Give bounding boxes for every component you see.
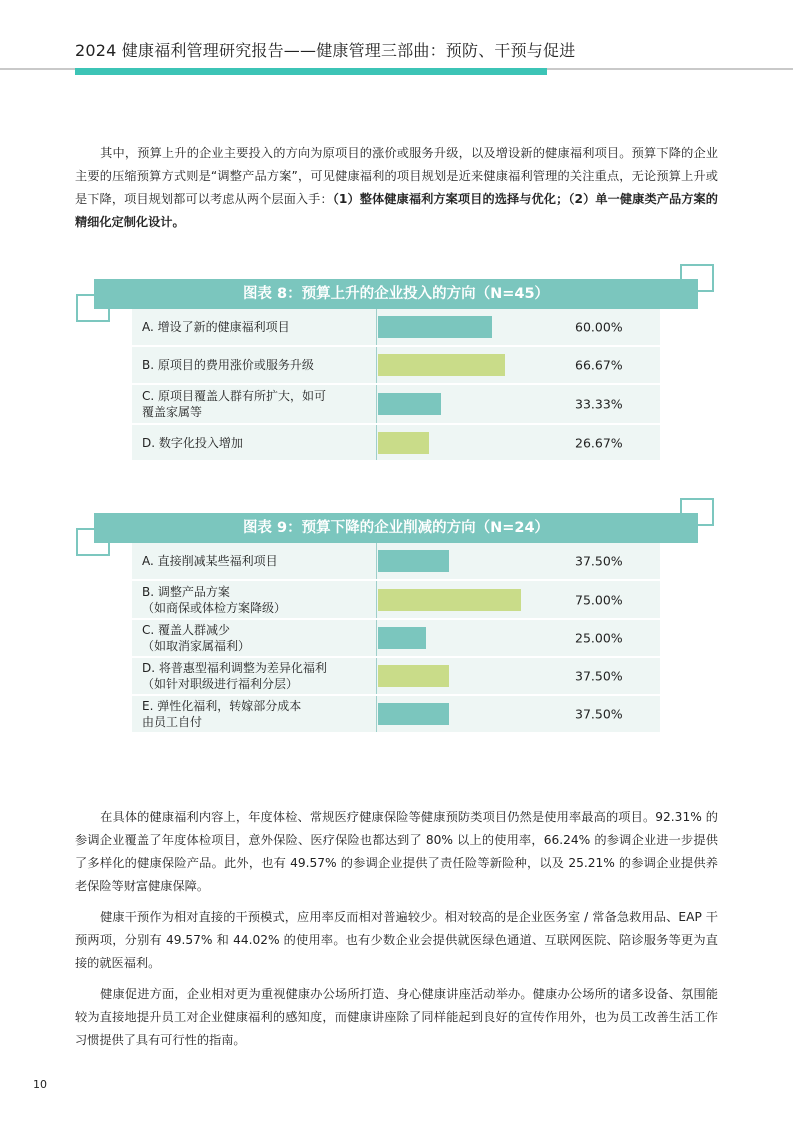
chart9-row — [132, 696, 660, 734]
chart9-value-label: 37.50% — [575, 668, 623, 684]
body-paragraph-3 — [75, 983, 718, 1052]
chart9-row — [132, 543, 660, 581]
chart9-row-label: D. 将普惠型福利调整为差异化福利 （如针对职级进行福利分层） — [142, 661, 327, 691]
chart8-row — [132, 425, 660, 462]
chart8-row — [132, 385, 660, 425]
chart8-bar — [378, 316, 492, 338]
chart9-bar — [378, 665, 449, 687]
chart9-row-label: E. 弹性化福利，转嫁部分成本 由员工自付 — [142, 699, 302, 729]
chart8-row-label: A. 增设了新的健康福利项目 — [142, 320, 290, 334]
chart8-value-label: 60.00% — [575, 319, 623, 335]
report-title: 2024 健康福利管理研究报告——健康管理三部曲：预防、干预与促进 — [75, 41, 576, 60]
chart9-value-label: 25.00% — [575, 630, 623, 646]
page-number: 10 — [33, 1078, 47, 1091]
header-accent-bar — [75, 68, 547, 75]
chart9-axis-line — [376, 658, 377, 694]
chart9-value-label: 37.50% — [575, 706, 623, 722]
chart9-axis-line — [376, 543, 377, 579]
chart9-row — [132, 658, 660, 696]
chart9-bar — [378, 627, 426, 649]
chart8-row-label: D. 数字化投入增加 — [142, 435, 243, 450]
chart9-value-label: 75.00% — [575, 592, 623, 607]
chart9-axis-line — [376, 696, 377, 732]
chart8-value-label: 26.67% — [575, 435, 623, 450]
chart8-row-label: C. 原项目覆盖人群有所扩大，如可 覆盖家属等 — [142, 389, 327, 419]
chart9-title: 图表 9：预算下降的企业削减的方向（N=24） — [94, 513, 698, 543]
chart8-axis-line — [376, 347, 377, 383]
chart9-bar — [378, 550, 449, 572]
chart9-row-label: B. 调整产品方案 （如商保或体检方案降级） — [142, 584, 287, 615]
chart9-row — [132, 581, 660, 620]
body-text-3: 健康促进方面，企业相对更为重视健康办公场所打造、身心健康讲座活动举办。健康办公场所的诸多设备、氛围能较为直接地提升员工对企业健康福利的感知度，而健康讲座除了同样能起到良好的宣传作用外，也为员工改善生活工作习惯提供了具有可行性的指南。 — [75, 987, 718, 1047]
chart9-row — [132, 620, 660, 658]
chart8-row-label: B. 原项目的费用涨价或服务升级 — [142, 358, 314, 372]
chart8-axis-line — [376, 309, 377, 345]
chart8-row — [132, 347, 660, 385]
chart8-row — [132, 309, 660, 347]
chart9-row-label: C. 覆盖人群减少 （如取消家属福利） — [142, 623, 251, 653]
chart8-table — [132, 309, 660, 462]
body-text-2: 健康干预作为相对直接的干预模式，应用率反而相对普遍较少。相对较高的是企业医务室 / 常备急救用品、EAP 干预两项，分别有 49.57% 和 44.02% 的使用率。也有少数企业会提供就医绿色通道、互联网医院、陪诊服务等更为直接的就医福利。 — [75, 910, 718, 970]
chart9-bar — [378, 703, 449, 725]
chart8-bar — [378, 354, 505, 376]
body-text-1: 在具体的健康福利内容上，年度体检、常规医疗健康保险等健康预防类项目仍然是使用率最高的项目。92.31% 的参调企业覆盖了年度体检项目，意外保险、医疗保险也都达到了 80% 以上的使用率，66.24% 的参调企业进一步提供了多样化的健康保险产品。此外，也有 49.57% 的参调企业提供了责任险等新险种，以及 25.21% 的参调企业提供养老保险等财富健康保障。 — [75, 810, 718, 893]
chart8-axis-line — [376, 425, 377, 460]
chart8-title: 图表 8：预算上升的企业投入的方向（N=45） — [94, 279, 698, 309]
chart8-value-label: 33.33% — [575, 396, 623, 412]
chart9-table — [132, 543, 660, 734]
chart9-axis-line — [376, 581, 377, 618]
intro-bold-text: （1）整体健康福利方案项目的选择与优化；（2）单一健康类产品方案的精细化定制化设计。 — [75, 192, 718, 229]
chart9-row-label: A. 直接削减某些福利项目 — [142, 554, 278, 568]
intro-text: 其中，预算上升的企业主要投入的方向为原项目的涨价或服务升级，以及增设新的健康福利项目。预算下降的企业主要的压缩预算方式则是“调整产品方案”，可见健康福利的项目规划是近来健康福利管理的关注重点，无论预算上升或是下降，项目规划都可以考虑从两个层面入手： — [75, 146, 718, 206]
chart9-bar — [378, 589, 521, 611]
chart8-bar — [378, 393, 441, 415]
body-paragraph-2 — [75, 906, 718, 975]
chart9-value-label: 37.50% — [575, 553, 623, 569]
chart8-value-label: 66.67% — [575, 357, 623, 373]
chart8-axis-line — [376, 385, 377, 423]
chart9-axis-line — [376, 620, 377, 656]
chart8-bar — [378, 432, 429, 454]
body-paragraph-1 — [75, 806, 718, 898]
intro-paragraph — [75, 142, 718, 234]
